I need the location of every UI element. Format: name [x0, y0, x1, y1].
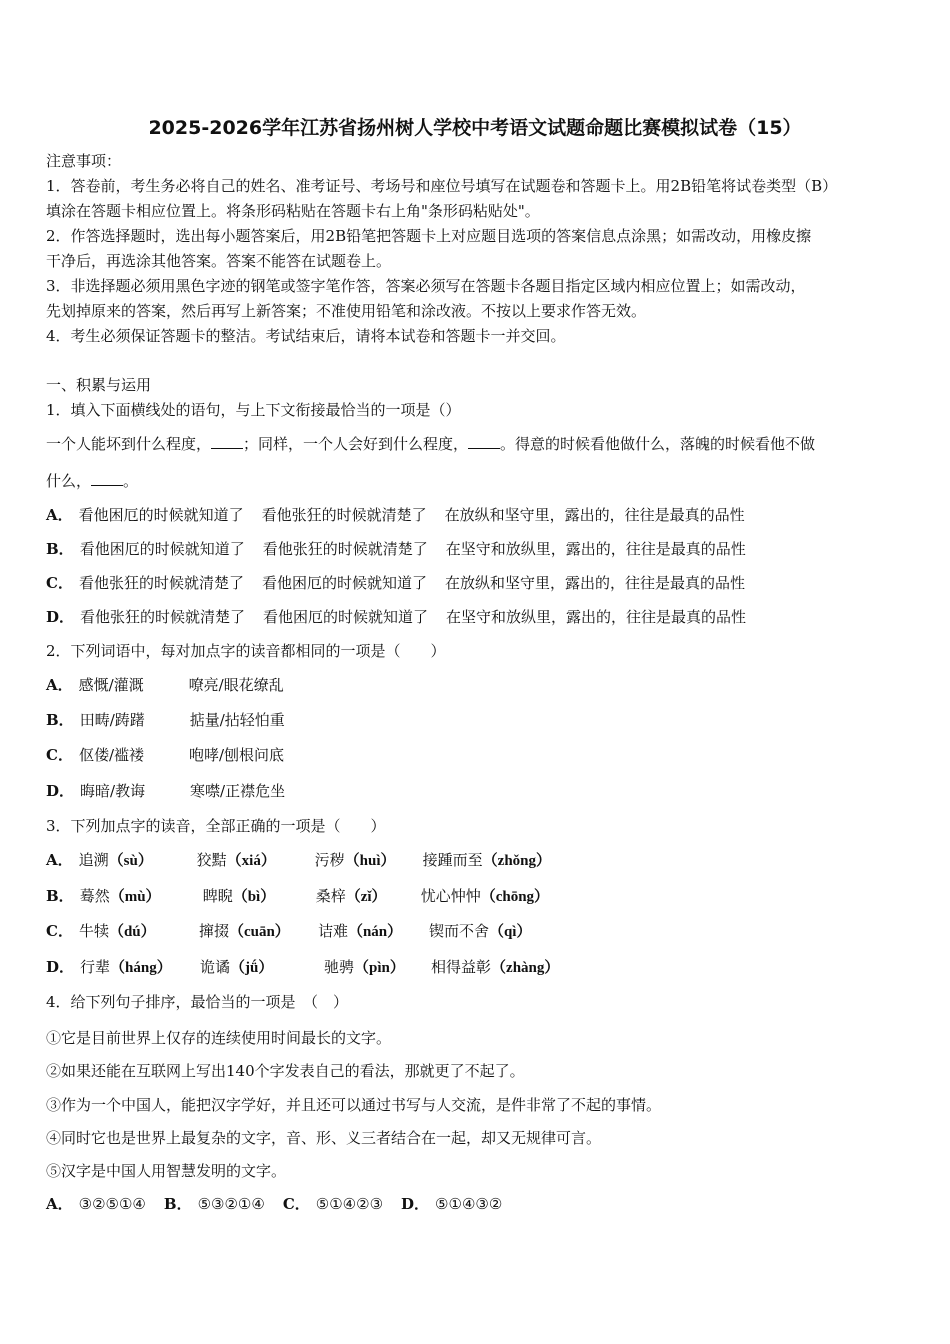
option-part: 伛偻/褴褛 — [78, 746, 145, 764]
option-word: 追溯 — [78, 851, 109, 869]
option-pinyin: （xiá） — [226, 853, 276, 869]
option-letter: B． — [46, 540, 74, 558]
option-part: 感慨/灌溉 — [78, 676, 144, 694]
option-word: 行辈 — [80, 958, 111, 976]
answer-blank — [91, 471, 123, 486]
option-pinyin: （cuān） — [228, 924, 290, 940]
option-word: 诡谲 — [200, 958, 231, 976]
option-row[interactable] — [46, 675, 284, 695]
option-letter: B． — [163, 1195, 192, 1213]
notes-line: 4．考生必须保证答题卡的整洁。考试结束后，请将本试卷和答题卡一并交回。 — [46, 327, 566, 345]
option-pinyin: （huì） — [344, 853, 396, 869]
option-word: 狡黠 — [196, 851, 227, 869]
option-word: 驰骋 — [324, 958, 355, 976]
option-word: 撺掇 — [198, 922, 229, 940]
option-part: 在放纵和坚守里，露出的，往往是最真的品性 — [444, 506, 745, 524]
option-part: 掂量/拈轻怕重 — [189, 711, 285, 729]
option-letter: D． — [401, 1195, 430, 1213]
option-part: 寒噤/正襟危坐 — [190, 782, 286, 800]
option-row[interactable] — [46, 710, 285, 730]
option-part: 看他困厄的时候就知道了 — [263, 608, 429, 626]
option-letter: B． — [46, 887, 74, 905]
option-letter: D． — [46, 608, 75, 626]
option-part: 看他困厄的时候就知道了 — [78, 506, 244, 524]
question-stem: 3．下列加点字的读音，全部正确的一项是（ ） — [46, 817, 386, 835]
option-word: 桑梓 — [315, 887, 346, 905]
option-letter: D． — [46, 958, 75, 976]
notes-line: 先划掉原来的答案，然后再写上新答案；不准使用铅笔和涂改液。不按以上要求作答无效。 — [46, 302, 647, 320]
sentence-item: ①它是目前世界上仅存的连续使用时间最长的文字。 — [46, 1029, 392, 1047]
option-part: 看他困厄的时候就知道了 — [261, 574, 427, 592]
option-part: 嘹亮/眼花缭乱 — [188, 676, 284, 694]
option-part: 看他困厄的时候就知道了 — [79, 540, 245, 558]
option-word: 诘难 — [317, 922, 348, 940]
option-part: 在坚守和放纵里，露出的，往往是最真的品性 — [445, 540, 746, 558]
option-text[interactable]: ⑤①④②③ — [315, 1195, 384, 1213]
option-part: 在放纵和坚守里，露出的，往往是最真的品性 — [444, 574, 745, 592]
option-row — [46, 1194, 502, 1214]
question-text-part: ；同样，一个人会好到什么程度， — [243, 435, 469, 453]
option-pinyin: （pìn） — [354, 960, 405, 976]
question-text-part: 。得意的时候看他做什么，落魄的时候看他不做 — [500, 435, 816, 453]
option-row[interactable] — [46, 505, 745, 525]
option-row[interactable] — [46, 539, 746, 559]
page-title: 2025-2026学年江苏省扬州树人学校中考语文试题命题比赛模拟试卷（15） — [148, 117, 802, 139]
answer-blank — [211, 434, 243, 449]
option-text[interactable]: ⑤③②①④ — [197, 1195, 265, 1213]
option-part: 看他张狂的时候就清楚了 — [262, 540, 428, 558]
option-pinyin: （bì） — [232, 889, 276, 905]
question-text-part: 。 — [123, 472, 139, 490]
question-text-part: 什么， — [46, 472, 92, 490]
option-pinyin: （mù） — [109, 889, 161, 905]
option-word: 睥睨 — [202, 887, 233, 905]
option-text[interactable]: ⑤①④③② — [435, 1195, 503, 1213]
option-letter: B． — [46, 711, 74, 729]
option-word: 忧心忡忡 — [420, 887, 481, 905]
question-text — [46, 434, 815, 454]
question-stem: 4．给下列句子排序，最恰当的一项是 （ ） — [46, 993, 349, 1011]
option-pinyin: （sù） — [108, 853, 153, 869]
option-part: 田畴/踌躇 — [79, 711, 145, 729]
option-pinyin: （dú） — [108, 924, 156, 940]
option-row[interactable] — [46, 850, 551, 871]
option-row[interactable] — [46, 745, 284, 765]
option-pinyin: （nán） — [347, 924, 403, 940]
notes-line: 1．答卷前，考生务必将自己的姓名、准考证号、考场号和座位号填写在试题卷和答题卡上。用2B铅笔将试卷类型（B） — [46, 177, 838, 195]
option-part: 看他张狂的时候就清楚了 — [261, 506, 427, 524]
question-text — [46, 471, 138, 491]
question-stem: 2．下列词语中，每对加点字的读音都相同的一项是（ ） — [46, 642, 446, 660]
option-letter: C． — [46, 922, 73, 940]
option-pinyin: （zhàng） — [491, 960, 560, 976]
option-word: 接踵而至 — [422, 851, 483, 869]
option-word: 蓦然 — [79, 887, 110, 905]
option-letter: C． — [46, 574, 73, 592]
option-letter: D． — [46, 782, 75, 800]
option-pinyin: （zhǒng） — [482, 853, 551, 869]
option-part: 在坚守和放纵里，露出的，往往是最真的品性 — [446, 608, 747, 626]
sentence-item: ②如果还能在互联网上写出140个字发表自己的看法，那就更了不起了。 — [46, 1062, 525, 1080]
option-letter: A． — [46, 1195, 73, 1213]
notes-line: 填涂在答题卡相应位置上。将条形码粘贴在答题卡右上角"条形码粘贴处"。 — [46, 202, 540, 220]
option-pinyin: （jǘ） — [230, 960, 274, 976]
option-letter: C． — [282, 1195, 310, 1213]
sentence-item: ④同时它也是世界上最复杂的文字，音、形、义三者结合在一起，却又无规律可言。 — [46, 1129, 602, 1147]
notes-line: 干净后，再选涂其他答案。答案不能答在试题卷上。 — [46, 252, 392, 270]
option-row[interactable] — [46, 573, 745, 593]
option-pinyin: （chōng） — [480, 889, 550, 905]
option-letter: A． — [46, 676, 73, 694]
question-stem: 1．填入下面横线处的语句，与上下文衔接最恰当的一项是（） — [46, 401, 461, 419]
option-word: 污秽 — [314, 851, 345, 869]
option-pinyin: （zǐ） — [345, 889, 387, 905]
option-part: 看他张狂的时候就清楚了 — [78, 574, 244, 592]
notes-line: 2．作答选择题时，选出每小题答案后，用2B铅笔把答题卡上对应题目选项的答案信息点涂黑；如需改动，用橡皮擦 — [46, 227, 812, 245]
option-word: 相得益彰 — [431, 958, 492, 976]
option-part: 晦暗/教诲 — [80, 782, 146, 800]
option-row[interactable] — [46, 921, 531, 942]
option-part: 看他张狂的时候就清楚了 — [80, 608, 246, 626]
option-text[interactable]: ③②⑤①④ — [78, 1195, 146, 1213]
notes-line: 3．非选择题必须用黑色字迹的钢笔或签字笔作答，答案必须写在答题卡各题目指定区域内相应位置上；如需改动， — [46, 277, 806, 295]
section-heading: 一、积累与运用 — [46, 376, 152, 394]
option-row[interactable] — [46, 607, 746, 627]
question-text-part: 一个人能坏到什么程度， — [46, 435, 212, 453]
option-letter: C． — [46, 746, 73, 764]
notes-heading: 注意事项： — [46, 152, 122, 170]
answer-blank — [468, 434, 500, 449]
option-letter: A． — [46, 851, 73, 869]
option-word: 锲而不舍 — [428, 922, 489, 940]
option-pinyin: （qì） — [488, 924, 532, 940]
sentence-item: ③作为一个中国人，能把汉字学好，并且还可以通过书写与人交流，是件非常了不起的事情。 — [46, 1096, 662, 1114]
option-row[interactable] — [46, 957, 559, 978]
option-pinyin: （háng） — [110, 960, 172, 976]
option-word: 牛犊 — [78, 922, 109, 940]
sentence-item: ⑤汉字是中国人用智慧发明的文字。 — [46, 1162, 287, 1180]
option-row[interactable] — [46, 781, 285, 801]
option-part: 咆哮/刨根问底 — [188, 746, 285, 764]
option-row[interactable] — [46, 886, 549, 907]
option-letter: A． — [46, 506, 73, 524]
